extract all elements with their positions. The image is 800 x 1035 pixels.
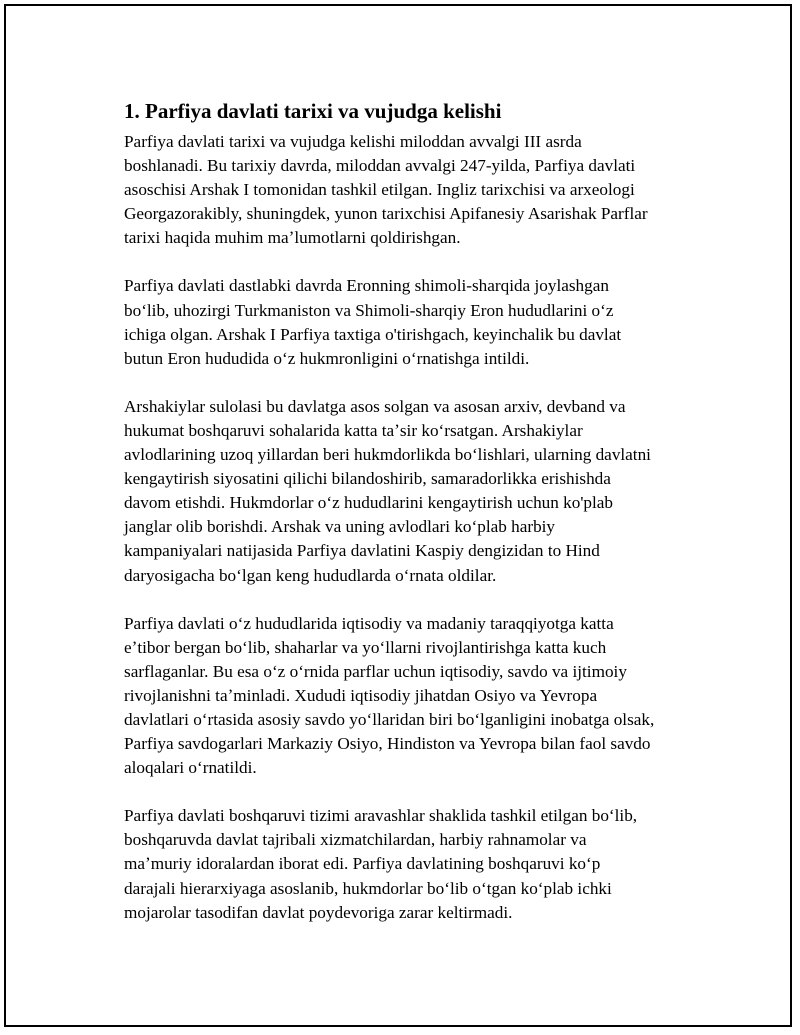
document-body (124, 98, 684, 949)
paragraph-2: Parfiya davlati dastlabki davrda Eronning shimoli-sharqida joylashgan boʻlib, uhozirgi Turkmaniston va Shimoli-sharqiy Eron hududlarini oʻz ichiga olgan. Arshak I Parfiya taxtiga o'tirishgach, keyinchalik bu davlat butun Eron hududida oʻz hukmronligini oʻrnatishga intildi. (124, 276, 622, 368)
section-heading: 1. Parfiya davlati tarixi va vujudga kelishi (124, 99, 502, 123)
paragraph-1: Parfiya davlati tarixi va vujudga kelishi miloddan avvalgi III asrda boshlanadi. Bu tarixiy davrda, miloddan avvalgi 247-yilda, Parfiya davlati asoschisi Arshak I tomonidan tashkil etilgan. Ingliz tarixchisi va arxeologi Georgazorakibly, shuningdek, yunon tarixchisi Apifanesiy Asarishak Parflar tarixi haqida muhim maʼlumotlarni qoldirishgan. (124, 132, 648, 248)
paragraph-4: Parfiya davlati oʻz hududlarida iqtisodiy va madaniy taraqqiyotga katta eʼtibor bergan boʻlib, shaharlar va yoʻllarni rivojlantirishga katta kuch sarflaganlar. Bu esa oʻz oʻrnida parflar uchun iqtisodiy, savdo va ijtimoiy rivojlanishni taʼminladi. Xududi iqtisodiy jihatdan Osiyo va Yevropa davlatlari oʻrtasida asosiy savdo yoʻllaridan biri boʻlganligini inobatga olsak, Parfiya savdogarlari Markaziy Osiyo, Hindiston va Yevropa bilan faol savdo aloqalari oʻrnatildi. (124, 613, 655, 778)
paragraph-3: Arshakiylar sulolasi bu davlatga asos solgan va asosan arxiv, devband va hukumat boshqaruvi sohalarida katta taʼsir koʻrsatgan. Arshakiylar avlodlarining uzoq yillardan beri hukmdorlikda boʻlishlari, ularning davlatni kengaytirish siyosatini qilichi bilandoshirib, samaradorlikka erishishda davom etishdi. Hukmdorlar oʻz hududlarini kengaytirish uchun ko'plab janglar olib borishdi. Arshak va uning avlodlari koʻplab harbiy kampaniyalari natijasida Parfiya davlatini Kaspiy dengizidan to Hind daryosigacha boʻlgan keng hududlarda oʻrnata oldilar. (124, 396, 651, 585)
paragraph-5: Parfiya davlati boshqaruvi tizimi aravashlar shaklida tashkil etilgan boʻlib, boshqaruvda davlat tajribali xizmatchilardan, harbiy rahnamolar va maʼmuriy idoralardan iborat edi. Parfiya davlatining boshqaruvi koʻp darajali hierarxiyaga asoslanib, hukmdorlar boʻlib oʻtgan koʻplab ichki mojarolar tasodifan davlat poydevoriga zarar keltirmadi. (124, 806, 638, 922)
page-frame (4, 4, 792, 1027)
